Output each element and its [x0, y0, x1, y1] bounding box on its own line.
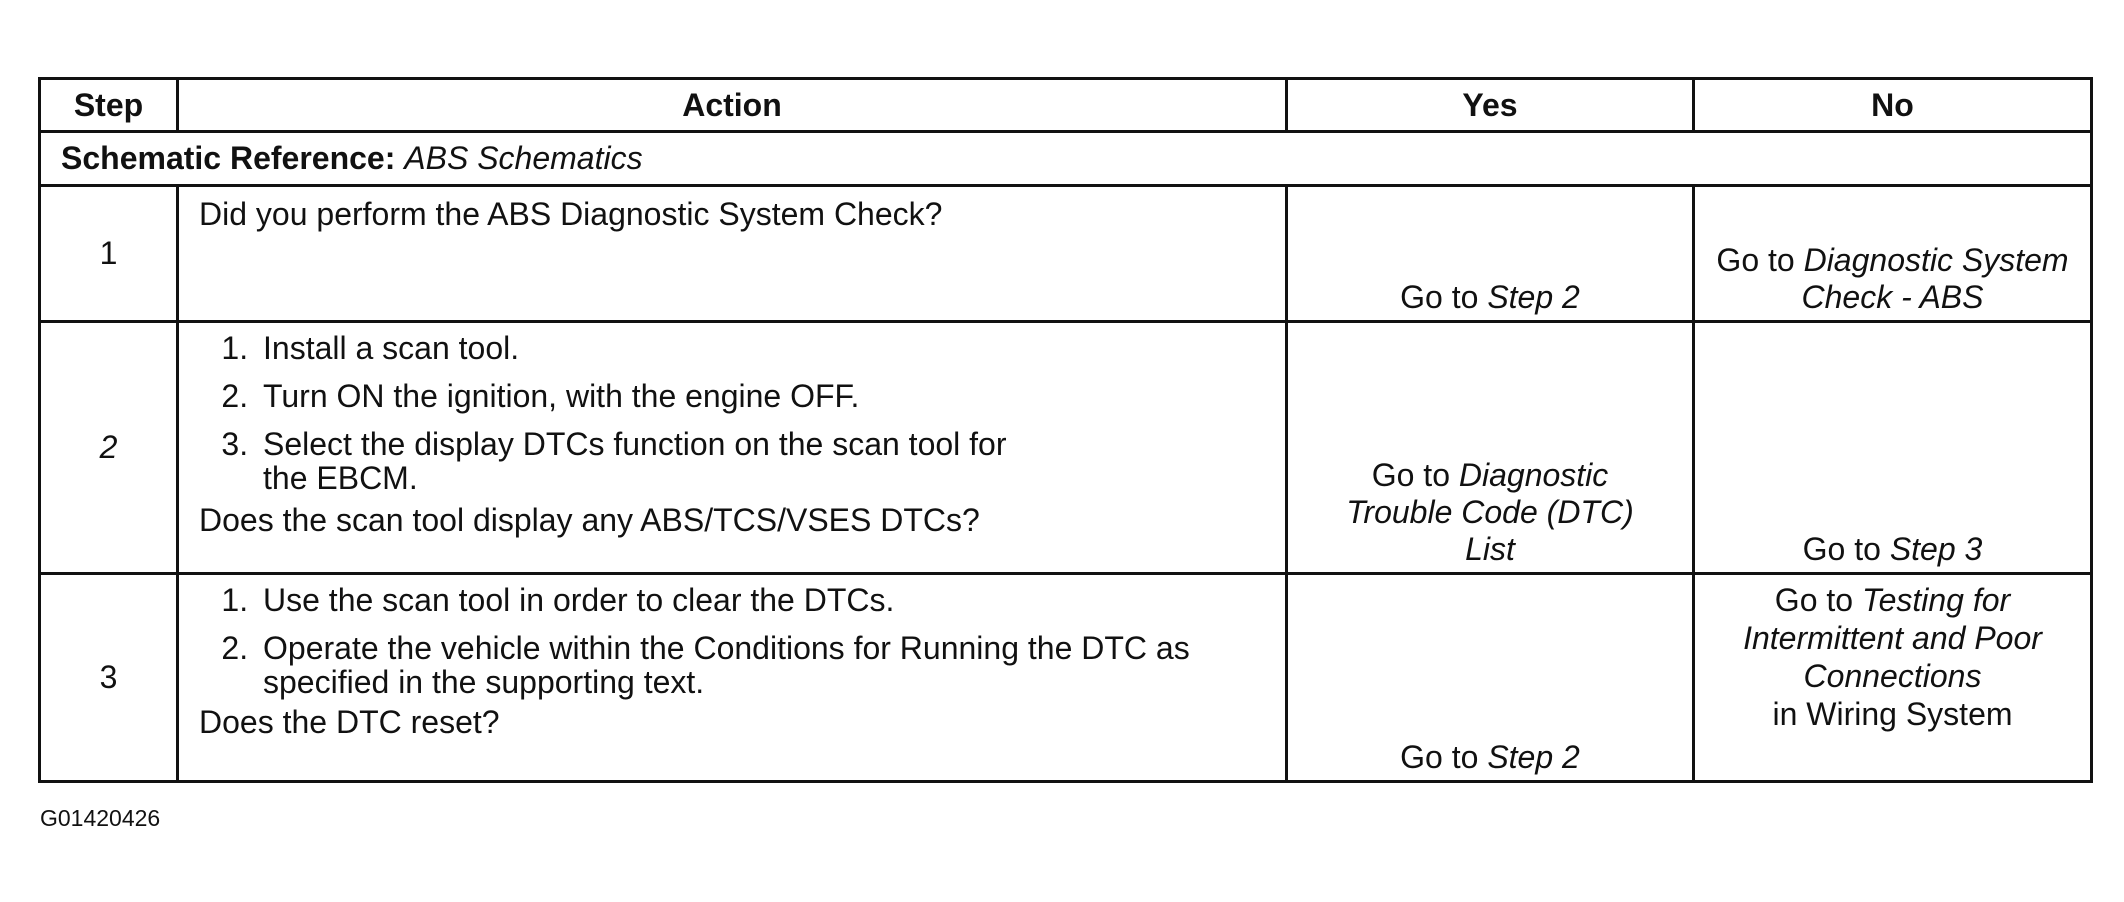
no-cell [1694, 186, 2092, 322]
action-steps-list [199, 331, 1271, 495]
step-number: 1 [40, 186, 178, 322]
yes-cell [1287, 574, 1694, 782]
header-action: Action [178, 79, 1287, 132]
yes-prefix: Go to [1371, 457, 1450, 493]
schematic-reference-label: Schematic Reference: [61, 140, 396, 176]
step-number: 2 [40, 322, 178, 574]
action-question: Does the scan tool display any ABS/TCS/VSES DTCs? [199, 502, 980, 538]
figure-id: G01420426 [40, 805, 161, 831]
no-link[interactable]: Diagnostic System Check - ABS [1801, 242, 2069, 315]
no-link[interactable]: Step 3 [1889, 531, 1983, 567]
header-yes: Yes [1287, 79, 1694, 132]
yes-link[interactable]: Step 2 [1487, 739, 1580, 775]
list-item: 2. Turn ON the ignition, with the engine OFF. [257, 379, 1271, 413]
header-no: No [1694, 79, 2092, 132]
yes-prefix: Go to [1400, 739, 1479, 775]
no-link[interactable]: Testing for Intermittent and Poor Connections [1743, 582, 2042, 694]
yes-link[interactable]: Step 2 [1487, 279, 1580, 315]
schematic-reference-row [40, 132, 2092, 186]
action-question: Did you perform the ABS Diagnostic System Check? [199, 196, 943, 232]
yes-cell [1287, 322, 1694, 574]
schematic-reference-link[interactable]: ABS Schematics [404, 140, 643, 176]
diagnostic-table-container [38, 77, 2090, 783]
action-cell [178, 574, 1287, 782]
no-prefix: Go to [1716, 242, 1795, 278]
no-suffix: in Wiring System [1772, 696, 2013, 732]
no-prefix: Go to [1802, 531, 1881, 567]
schematic-reference [40, 132, 2092, 186]
no-prefix: Go to [1774, 582, 1854, 618]
action-question: Does the DTC reset? [199, 704, 500, 740]
header-row [40, 79, 2092, 132]
yes-link[interactable]: Diagnostic Trouble Code (DTC) List [1346, 457, 1634, 567]
table-row [40, 186, 2092, 322]
action-cell [178, 322, 1287, 574]
no-cell [1694, 574, 2092, 782]
step-number: 3 [40, 574, 178, 782]
list-item: 1. Install a scan tool. [257, 331, 1271, 365]
header-step: Step [40, 79, 178, 132]
list-item: 3. Select the display DTCs function on the scan tool for the EBCM. [257, 427, 1271, 495]
table-row [40, 322, 2092, 574]
action-cell [178, 186, 1287, 322]
no-cell [1694, 322, 2092, 574]
list-item: 2. Operate the vehicle within the Conditions for Running the DTC as specified in the supporting text. [257, 631, 1271, 699]
yes-cell [1287, 186, 1694, 322]
diagnostic-table [38, 77, 2093, 783]
action-steps-list [199, 583, 1271, 699]
yes-prefix: Go to [1400, 279, 1479, 315]
table-row [40, 574, 2092, 782]
list-item: 1. Use the scan tool in order to clear the DTCs. [257, 583, 1271, 617]
